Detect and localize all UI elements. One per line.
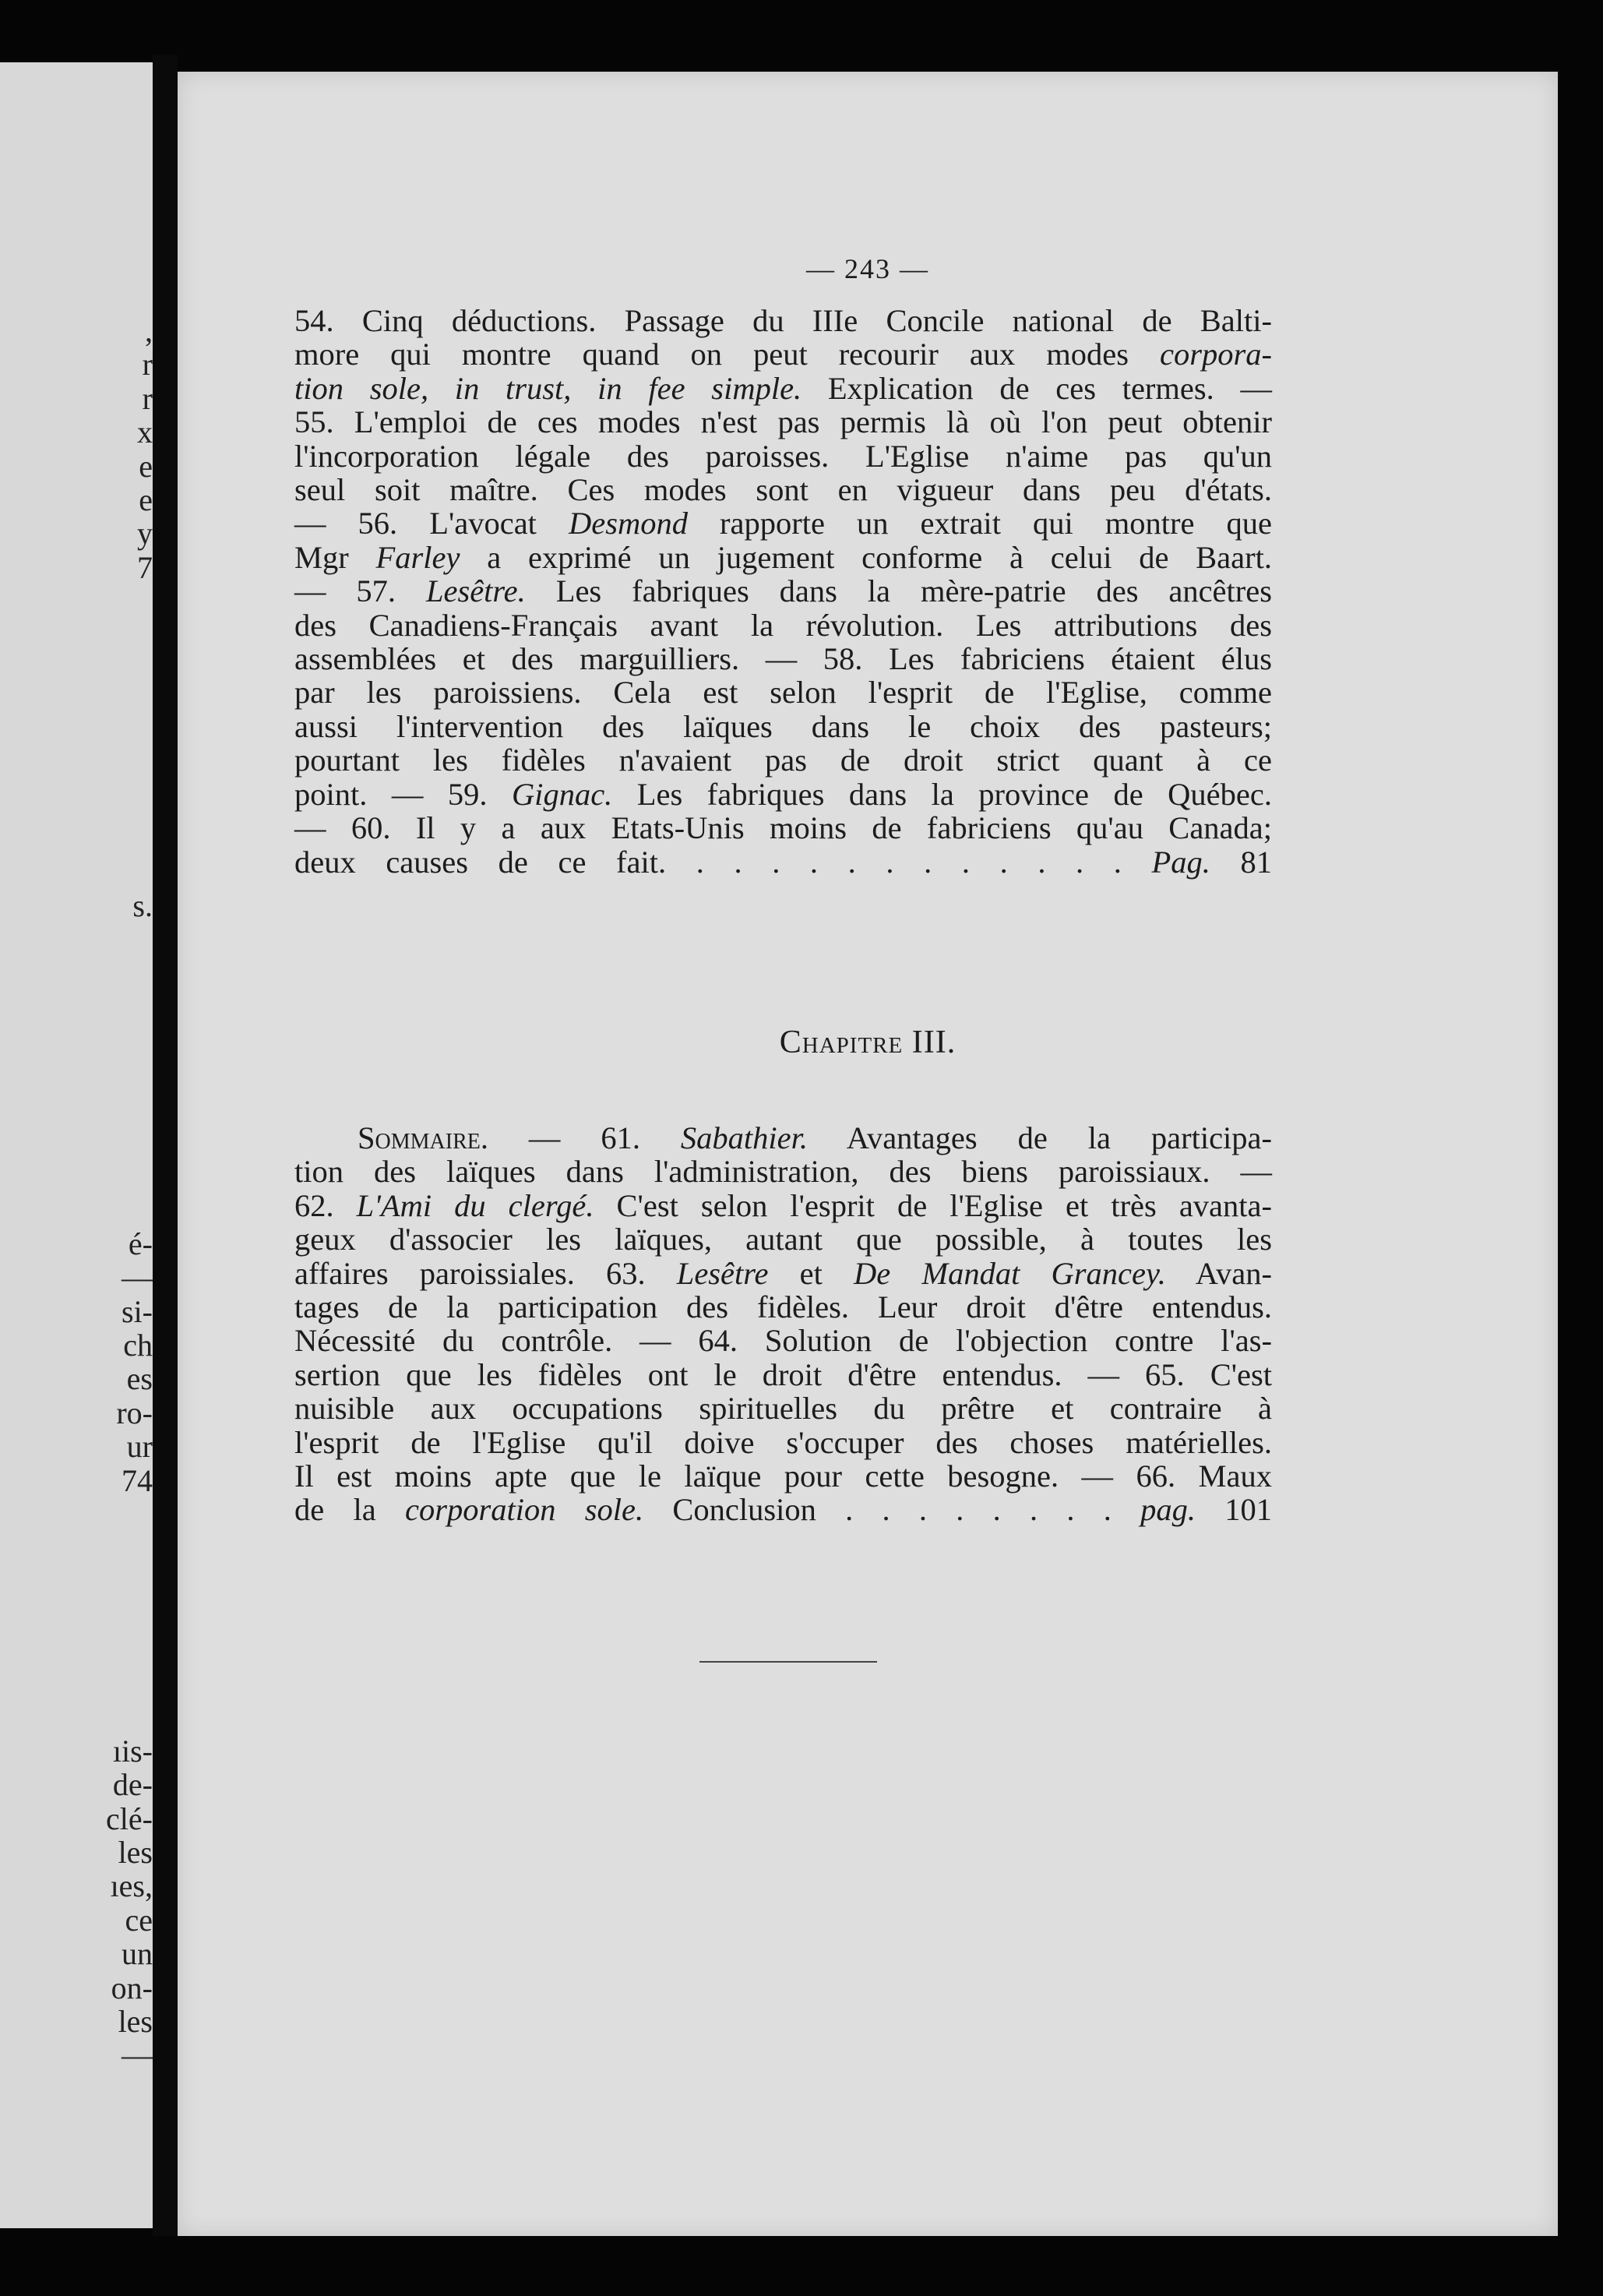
left-page-fragment: un bbox=[122, 1936, 153, 1972]
left-page-fragment: on- bbox=[111, 1970, 153, 2005]
text-line: — 57. Lesêtre. Les fabriques dans la mère-patrie des ancêtres bbox=[294, 573, 1273, 609]
left-page-fragment: les bbox=[118, 2004, 153, 2039]
book-page bbox=[178, 72, 1558, 2236]
left-page-fragment: — bbox=[122, 1260, 153, 1296]
left-page-fragment: é- bbox=[128, 1226, 153, 1261]
page-number: — 243 — bbox=[806, 253, 929, 284]
text-line: geux d'associer les laïques, autant que possible, à toutes les bbox=[294, 1222, 1272, 1257]
text-line: l'esprit de l'Eglise qu'il doive s'occuper des choses matérielles. bbox=[294, 1424, 1272, 1460]
left-page-fragment: ro- bbox=[116, 1395, 153, 1430]
chapter-heading bbox=[178, 1024, 1558, 1061]
text-line: tion sole, in trust, in fee simple. Explication de ces termes. — bbox=[294, 370, 1272, 406]
left-page-fragment: clé- bbox=[106, 1800, 153, 1836]
left-page-fragment: r bbox=[142, 347, 153, 383]
section-rule bbox=[699, 1661, 877, 1663]
text-line: l'incorporation légale des paroisses. L'Eglise n'aime pas qu'un bbox=[294, 438, 1272, 474]
text-line: sertion que les fidèles ont le droit d'être entendus. — 65. C'est bbox=[294, 1356, 1272, 1392]
left-page-fragment: 74 bbox=[122, 1462, 153, 1498]
left-page-fragment: e bbox=[139, 448, 153, 484]
left-page-fragment: 7 bbox=[137, 549, 153, 585]
left-page-fragment: ur bbox=[126, 1429, 153, 1465]
text-line: par les paroissiens. Cela est selon l'esprit de l'Eglise, comme bbox=[294, 675, 1272, 711]
left-page-fragment: , bbox=[145, 313, 153, 348]
left-page-fragment: e bbox=[139, 482, 153, 517]
text-line: assemblées et des marguilliers. — 58. Les fabriciens étaient élus bbox=[294, 641, 1272, 677]
chapter-title: Chapitre III. bbox=[779, 1025, 957, 1060]
text-line: point. — 59. Gignac. Les fabriques dans la province de Québec. bbox=[294, 776, 1272, 812]
left-page-fragment: si- bbox=[122, 1293, 153, 1329]
text-line: — 56. L'avocat Desmond rapporte un extrait qui montre que bbox=[294, 506, 1272, 541]
text-line: des Canadiens-Français avant la révolution. Les attributions des bbox=[294, 607, 1272, 643]
book-spine bbox=[153, 55, 178, 2236]
left-page-fragment: es bbox=[126, 1361, 153, 1397]
text-line: seul soit maître. Ces modes sont en vigueur dans peu d'états. bbox=[294, 472, 1272, 508]
left-page-fragment: r bbox=[142, 380, 153, 416]
text-line: nuisible aux occupations spirituelles du prêtre et contraire à bbox=[294, 1391, 1272, 1427]
text-line: tion des laïques dans l'administration, des biens paroissiaux. — bbox=[294, 1154, 1272, 1190]
summary-chapter-ii-continuation bbox=[294, 304, 1272, 879]
text-line: Mgr Farley a exprimé un jugement conforme à celui de Baart. bbox=[294, 539, 1272, 575]
left-page-fragment: les bbox=[118, 1835, 153, 1870]
text-line: de la corporation sole. Conclusion . . . . . . . . pag. 101 bbox=[294, 1492, 1272, 1528]
left-page-fragment: de- bbox=[112, 1767, 153, 1803]
left-page-fragment: x bbox=[137, 414, 153, 450]
text-line: more qui montre quand on peut recourir aux modes corpora- bbox=[294, 337, 1272, 372]
text-line: Nécessité du contrôle. — 64. Solution de l'objection contre l'as- bbox=[294, 1323, 1272, 1359]
text-line: 62. L'Ami du clergé. C'est selon l'esprit de l'Eglise et très avanta- bbox=[294, 1187, 1272, 1223]
left-page-fragment: ıes, bbox=[110, 1868, 153, 1904]
text-line: affaires paroissiales. 63. Lesêtre et De Mandat Grancey. Avan- bbox=[294, 1255, 1272, 1291]
text-line: 55. L'emploi de ces modes n'est pas permis là où l'on peut obtenir bbox=[294, 404, 1272, 440]
text-line: tages de la participation des fidèles. Leur droit d'être entendus. bbox=[294, 1289, 1272, 1325]
summary-chapter-iii bbox=[294, 1121, 1272, 1527]
left-page-fragment: ıis- bbox=[112, 1733, 153, 1769]
text-line: Il est moins apte que le laïque pour cette besogne. — 66. Maux bbox=[294, 1458, 1272, 1494]
left-page-fragment: ce bbox=[125, 1902, 153, 1938]
text-line: — 60. Il y a aux Etats-Unis moins de fabriciens qu'au Canada; bbox=[294, 810, 1272, 846]
left-page-fragment: y bbox=[137, 516, 153, 552]
text-line: pourtant les fidèles n'avaient pas de droit strict quant à ce bbox=[294, 742, 1272, 778]
left-page-fragment: ch bbox=[123, 1328, 153, 1363]
left-page-edge bbox=[0, 62, 156, 2228]
left-page-fragment: s. bbox=[132, 887, 153, 923]
text-line: 54. Cinq déductions. Passage du IIIe Concile national de Balti- bbox=[294, 303, 1272, 338]
left-page-fragment: — bbox=[122, 2037, 153, 2073]
text-line: deux causes de ce fait. . . . . . . . . . . . . Pag. 81 bbox=[294, 844, 1272, 880]
text-line: Sommaire. — 61. Sabathier. Avantages de la participa- bbox=[358, 1120, 1273, 1155]
text-line: aussi l'intervention des laïques dans le choix des pasteurs; bbox=[294, 708, 1272, 744]
